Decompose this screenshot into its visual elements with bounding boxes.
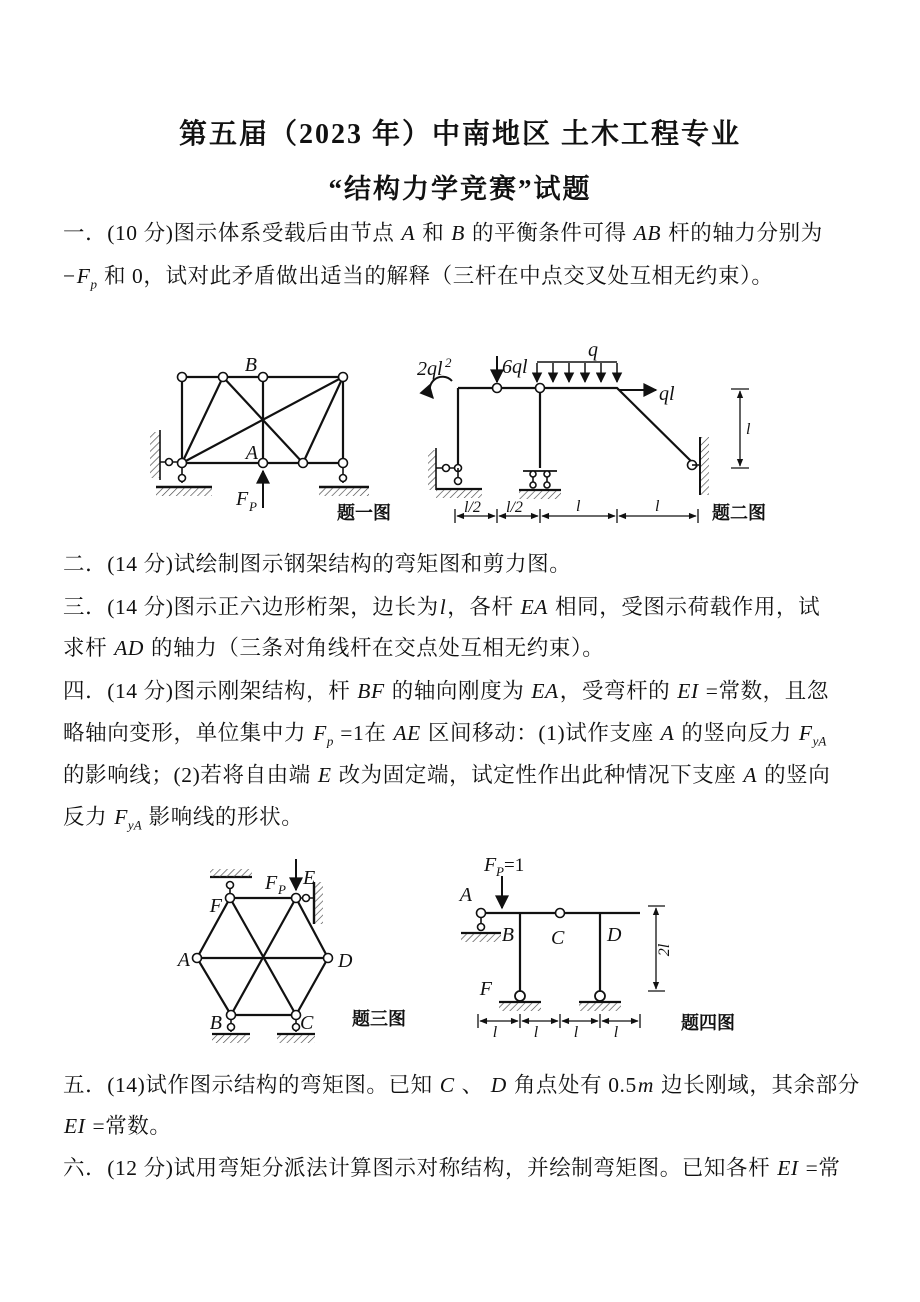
fig2-moment-label: 2ql: [417, 358, 443, 380]
fig3-node-f-label: F: [209, 895, 222, 917]
fig1-caption: 题一图: [337, 503, 391, 523]
fig3-node-e-label: E: [303, 867, 316, 889]
fig2-left-support: [428, 448, 482, 498]
fig1-node-a-label: A: [245, 442, 258, 464]
fig2-caption: 题二图: [712, 503, 766, 523]
fig4-height-dim-label: 2l: [656, 943, 673, 957]
fig2-height-dim-label: l: [746, 421, 751, 438]
fig3-node-d-label: D: [338, 950, 353, 972]
fig2-mid-support: [519, 471, 561, 499]
fig2-moment-sup: 2: [445, 355, 452, 370]
fig2-horiz-load-label: ql: [659, 383, 675, 405]
question-1-line-2: $-F_p$ 和 0，试对此矛盾做出适当的解释（三杆在中点交叉处互相无约束）。: [63, 264, 774, 292]
question-2-line-1: 二．(14 分)试绘制图示钢架结构的弯矩图和剪力图。: [63, 552, 572, 576]
fig3-node-c-label: C: [300, 1012, 314, 1034]
fig2-dist-load-label: q: [588, 339, 598, 361]
fig4-node-f-label: F: [479, 978, 492, 1000]
fig4-node-c-label: C: [551, 927, 565, 949]
question-4-line-1: 四．(14 分)图示刚架结构，杆 BF 的轴向刚度为 EA，受弯杆的 EI =常数，且忽: [63, 679, 829, 703]
question-6-line-1: 六．(12 分)试用弯矩分派法计算图示对称结构，并绘制弯矩图。已知各杆 EI =常: [63, 1156, 841, 1180]
question-3-line-1: 三．(14 分)图示正六边形桁架，边长为l，各杆 EA 相同，受图示荷载作用，试: [63, 595, 821, 619]
fig1-members: [182, 377, 343, 463]
document-title-line2: “结构力学竞赛”试题: [328, 174, 592, 204]
fig4-node-a-label: A: [459, 884, 472, 906]
fig4-node-d-label: D: [607, 924, 622, 946]
figure-row-2: [150, 850, 770, 1055]
figure-row-1: [130, 336, 860, 542]
fig2-dim-3: l: [576, 498, 581, 515]
fig4-load-eq: =1: [504, 855, 525, 876]
question-5-line-1: 五．(14)试作图示结构的弯矩图。已知 C 、 D 角点处有 0.5m 边长刚域，其余部分: [63, 1073, 860, 1097]
fig4-dim-2: l: [533, 1024, 539, 1041]
fig2-dim-4: l: [655, 498, 660, 515]
document-title-line1: 第五届（2023 年）中南地区 土木工程专业: [178, 119, 741, 150]
fig3-caption: 题三图: [352, 1009, 406, 1029]
fig1-load-sub: P: [249, 499, 257, 514]
fig4-dim-1: l: [492, 1024, 498, 1041]
fig2-distributed-load: [537, 362, 617, 382]
fig3-load-label: F: [265, 872, 278, 894]
question-4-line-4: 反力 $F_{yA}$ 影响线的形状。: [63, 805, 304, 833]
fig4-load-label: F: [484, 854, 497, 876]
question-5-line-2: EI =常数。: [64, 1114, 172, 1138]
fig4-caption: 题四图: [681, 1013, 735, 1033]
question-3-line-2: 求杆 AD 的轴力（三条对角线杆在交点处互相无约束）。: [63, 636, 605, 660]
fig2-point-load-label: 6ql: [502, 356, 528, 378]
fig4-dim-4: l: [613, 1024, 619, 1041]
fig3-node-b-label: B: [209, 1012, 222, 1034]
fig2-dim-1: l/2: [464, 499, 481, 516]
fig4-dim-3: l: [573, 1024, 579, 1041]
fig4-load-sub: P: [496, 864, 504, 879]
fig1-load-label: F: [236, 488, 249, 510]
question-4-line-3: 的影响线；(2)若将自由端 E 改为固定端，试定性作出此种情况下支座 A 的竖向: [63, 763, 831, 787]
fig3-node-a-label: A: [177, 949, 190, 971]
question-4-line-2: 略轴向变形，单位集中力 $F_p =1$在 AE 区间移动：(1)试作支座 A 的竖向反力 $F_{yA}$: [63, 721, 827, 749]
fig3-load-sub: P: [278, 882, 286, 897]
fig1-node-b-label: B: [244, 354, 257, 376]
fig4-node-b-label: B: [501, 924, 514, 946]
question-1-line-1: 一．(10 分)图示体系受载后由节点 A 和 B 的平衡条件可得 AB 杆的轴力分别为: [63, 221, 823, 245]
fig2-dim-2: l/2: [506, 499, 523, 516]
